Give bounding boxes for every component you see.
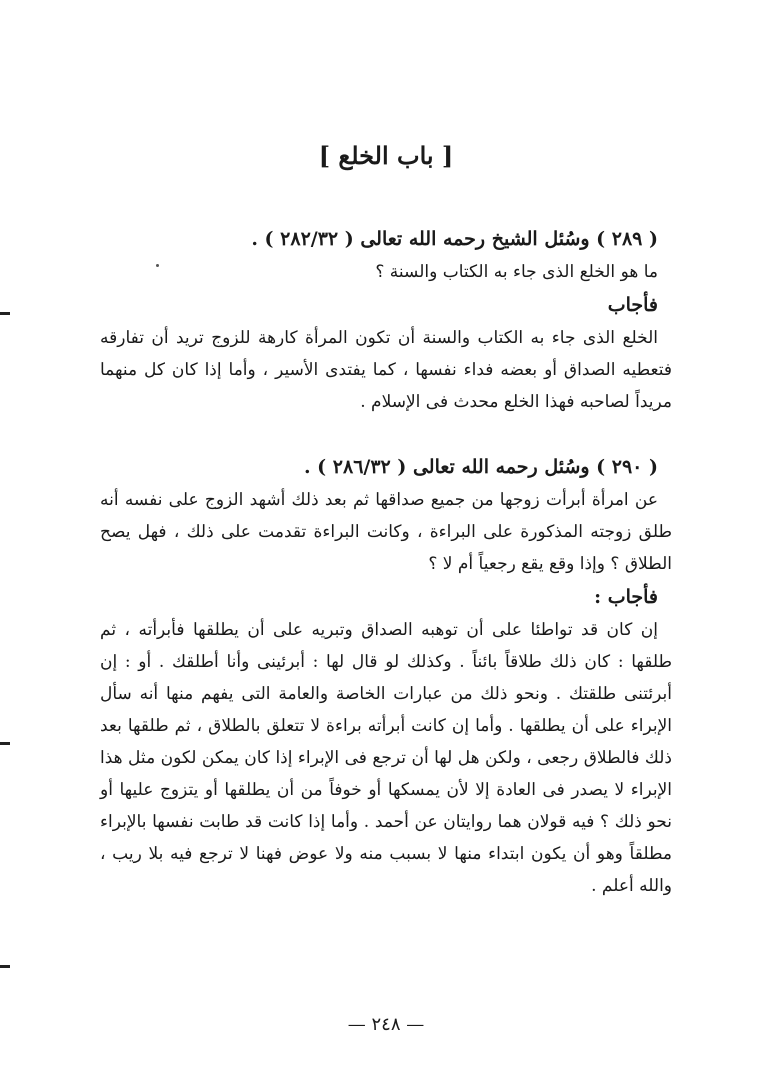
page-number: — ٢٤٨ — (347, 1014, 425, 1035)
question-heading: ( ٢٨٩ ) وسُئل الشيخ رحمه الله تعالى ( ٢٨٢/٣٢ ) . (251, 228, 658, 250)
document-page (100, 0, 672, 1081)
question-text: عن امرأة أبرأت زوجها من جميع صداقها ثم بعد ذلك أشهد الزوج على نفسه أنه طلق زوجته المذكورة على البراءة ، وكانت البراءة تقدمت على ذلك ، فهل يصح الطلاق ؟ وإذا وقع يقع رجعياً أم لا ؟ (100, 490, 672, 574)
question-heading: ( ٢٩٠ ) وسُئل رحمه الله تعالى ( ٢٨٦/٣٢ ) . (303, 456, 658, 478)
margin-mark (0, 742, 10, 745)
margin-mark (0, 312, 10, 315)
answer-text: إن كان قد تواطئا على أن توهبه الصداق وتبريه على أن يطلقها فأبرأته ، ثم طلقها : كان ذلك طلاقاً بائناً . وكذلك لو قال لها : أبرئينى وأنا أطلقك . أو : إن أبرئتنى طلقتك . ونحو ذلك من عبارات الخاصة والعامة التى يفهم منها أنه سأل الإبراء على أن يطلقها . وأما إن كانت أبرأته براءة لا تتعلق بالطلاق ، ثم طلقها بعد ذلك فالطلاق رجعى ، ولكن هل لها أن ترجع فى الإبراء إذا كان يمكن لكون مثل هذا الإبراء لا يصدر فى العادة إلا لأن يمسكها أو خوفاً من أن يطلقها أو يتزوج عليها أو نحو ذلك ؟ فيه قولان هما روايتان عن أحمد . وأما إذا كانت قد طابت نفسها بالإبراء مطلقاً وهو أن يكون ابتداء منها لا بسبب منه ولا عوض فهنا لا ترجع فيه بلا ريب ، والله أعلم . (100, 620, 672, 896)
question-290 (100, 450, 672, 902)
margin-mark (0, 965, 10, 968)
question-text: ما هو الخلع الذى جاء به الكتاب والسنة ؟ (375, 262, 658, 282)
answer-text: الخلع الذى جاء به الكتاب والسنة أن تكون المرأة كارهة للزوج تريد أن تفارقه فتعطيه الصداق أو بعضه فداء نفسها ، كما يفتدى الأسير ، وأما إذا كان كل منهما مريداً لصاحبه فهذا الخلع محدث فى الإسلام . (100, 328, 672, 412)
chapter-title: [ باب الخلع ] (318, 141, 454, 170)
answer-label: فأجاب : (594, 586, 658, 608)
answer-label: فأجاب (607, 294, 658, 316)
question-289 (100, 222, 672, 418)
